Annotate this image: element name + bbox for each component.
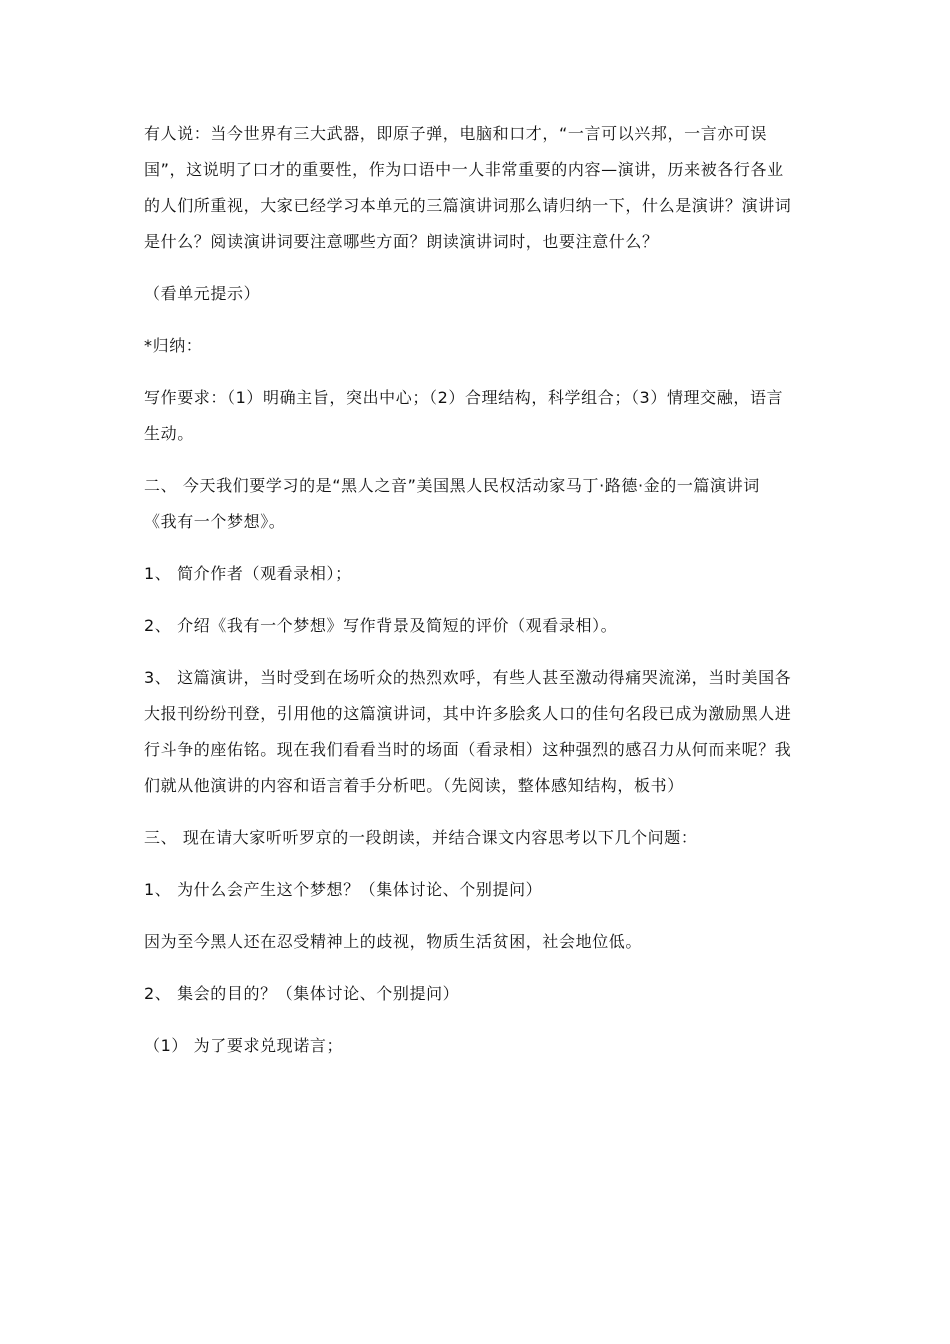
text-line: （看单元提示）	[144, 284, 261, 303]
text-line: 《我有一个梦想》。	[144, 512, 286, 531]
text-line: 1、 简介作者（观看录相）；	[144, 564, 352, 583]
text-line: 们就从他演讲的内容和语言着手分析吧。（先阅读，整体感知结构，板书）	[144, 776, 684, 795]
paragraph-section-two	[144, 470, 816, 538]
text-line: 二、 今天我们要学习的是“黑人之音”美国黑人民权活动家马丁·路德·金的一篇演讲词	[144, 476, 760, 495]
text-line: 三、 现在请大家听听罗京的一段朗读，并结合课文内容思考以下几个问题：	[144, 828, 698, 847]
answer-2-item-1	[144, 1030, 816, 1062]
list-item-1	[144, 558, 816, 590]
list-item-2	[144, 610, 816, 642]
text-line: 有人说：当今世界有三大武器，即原子弹，电脑和口才，“一言可以兴邦，一言亦可误	[144, 124, 768, 143]
question-1	[144, 874, 816, 906]
paragraph-intro	[144, 118, 816, 258]
list-item-3	[144, 662, 816, 802]
text-line: *归纳：	[144, 336, 203, 355]
text-line: 写作要求：（1）明确主旨，突出中心；（2）合理结构，科学组合；（3）情理交融，语言	[144, 388, 784, 407]
text-line: 的人们所重视，大家已经学习本单元的三篇演讲词那么请归纳一下，什么是演讲？演讲词	[144, 196, 792, 215]
text-line: 行斗争的座佑铭。现在我们看看当时的场面（看录相）这种强烈的感召力从何而来呢？我	[144, 740, 792, 759]
text-line: 生动。	[144, 424, 194, 443]
text-line: （1） 为了要求兑现诺言；	[144, 1036, 344, 1055]
question-2	[144, 978, 816, 1010]
document-body	[144, 118, 816, 1062]
paragraph-summary-heading	[144, 330, 816, 362]
paragraph-section-three	[144, 822, 816, 854]
text-line: 是什么？阅读演讲词要注意哪些方面？朗读演讲词时，也要注意什么？	[144, 232, 659, 251]
answer-1	[144, 926, 816, 958]
text-line: 3、 这篇演讲，当时受到在场听众的热烈欢呼，有些人甚至激动得痛哭流涕，当时美国各	[144, 668, 792, 687]
paragraph-writing-requirements	[144, 382, 816, 450]
text-line: 因为至今黑人还在忍受精神上的歧视，物质生活贫困，社会地位低。	[144, 932, 643, 951]
text-line: 2、 集会的目的？（集体讨论、个别提问）	[144, 984, 460, 1003]
text-line: 大报刊纷纷刊登，引用他的这篇演讲词，其中许多脍炙人口的佳句名段已成为激励黑人进	[144, 704, 792, 723]
paragraph-unit-hint	[144, 278, 816, 310]
text-line: 国”，这说明了口才的重要性，作为口语中一人非常重要的内容—演讲，历来被各行各业	[144, 160, 784, 179]
text-line: 2、 介绍《我有一个梦想》写作背景及简短的评价（观看录相）。	[144, 616, 618, 635]
text-line: 1、 为什么会产生这个梦想？（集体讨论、个别提问）	[144, 880, 543, 899]
